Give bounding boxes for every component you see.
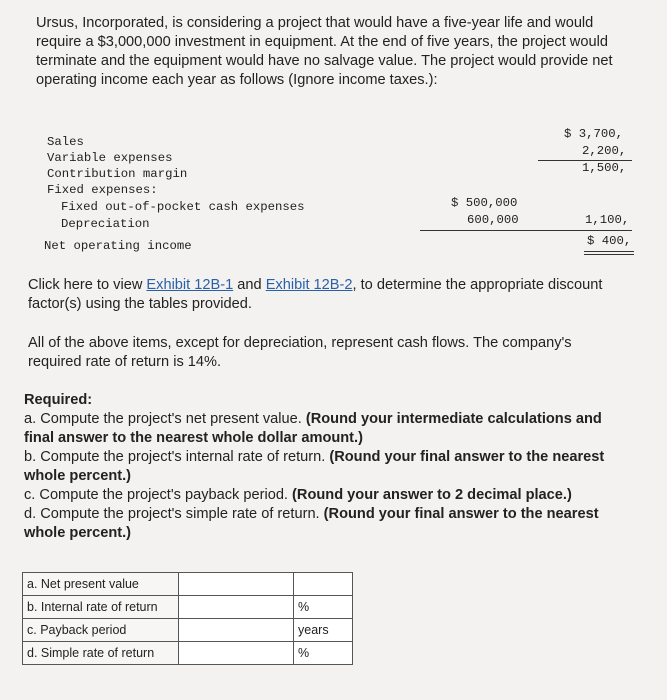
answer-row-srr [23, 642, 353, 665]
sales-value: $ 3,700, [564, 127, 624, 141]
required-section [24, 391, 634, 543]
required-heading: Required: [24, 392, 93, 408]
variable-expenses-label: Variable expenses [47, 151, 173, 165]
srr-label: d. Simple rate of return [23, 642, 179, 665]
fixed-rule [420, 230, 632, 231]
srr-input[interactable] [183, 642, 289, 664]
npv-input[interactable] [183, 573, 289, 595]
problem-intro: Ursus, Incorporated, is considering a project that would have a five-year life and would require a $3,000,000 investment in equipment. At the end of five years, the project would terminate and the equipment would have no salvage value. The project would provide net operating income each year as follows (Ignore income taxes.): [36, 15, 613, 88]
oop-expenses-value: $ 500,000 [451, 196, 518, 210]
cashflow-note: All of the above items, except for depreciation, represent cash flows. The company's required rate of return is 14%. [28, 335, 572, 370]
exhibit-suffix: , to determine the appropriate discount factor(s) using the tables provided. [28, 277, 603, 312]
srr-unit: % [294, 642, 353, 665]
npv-label: a. Net present value [23, 573, 179, 596]
answer-row-irr [23, 596, 353, 619]
irr-unit: % [294, 596, 353, 619]
net-income-label: Net operating income [44, 239, 192, 253]
payback-unit: years [294, 619, 353, 642]
depreciation-label: Depreciation [61, 217, 150, 231]
contribution-margin-value: 1,500, [582, 161, 627, 175]
depreciation-value: 600,000 [467, 213, 519, 227]
sales-label: Sales [47, 135, 84, 149]
exhibit-and: and [233, 277, 266, 293]
net-double-rule-2 [584, 254, 634, 255]
payback-input-cell [179, 619, 294, 642]
variable-expenses-value: 2,200, [582, 144, 627, 158]
npv-input-cell [179, 573, 294, 596]
npv-unit [294, 573, 353, 596]
net-double-rule-1 [584, 251, 634, 252]
irr-label: b. Internal rate of return [23, 596, 179, 619]
answer-table [22, 572, 353, 665]
srr-input-cell [179, 642, 294, 665]
irr-input[interactable] [183, 596, 289, 618]
required-a: a. Compute the project's net present value. (Round your intermediate calculations and final answer to the nearest whole dollar amount.) [24, 411, 602, 446]
answer-row-payback [23, 619, 353, 642]
fixed-expenses-header: Fixed expenses: [47, 183, 158, 197]
payback-input[interactable] [183, 619, 289, 641]
contribution-margin-label: Contribution margin [47, 167, 188, 181]
required-b: b. Compute the project's internal rate of return. (Round your final answer to the nearest whole percent.) [24, 449, 605, 484]
answer-row-npv [23, 573, 353, 596]
exhibit-12b-2-link[interactable]: Exhibit 12B-2 [265, 277, 353, 293]
required-d: d. Compute the project's simple rate of return. (Round your final answer to the nearest whole percent.) [24, 506, 599, 541]
net-income-value: $ 400, [587, 234, 632, 248]
required-c: c. Compute the project's payback period. (Round your answer to 2 decimal place.) [24, 487, 572, 503]
exhibit-instructions [28, 276, 628, 314]
irr-input-cell [179, 596, 294, 619]
total-fixed-value: 1,100, [585, 213, 630, 227]
exhibit-12b-1-link[interactable]: Exhibit 12B-1 [146, 277, 234, 293]
oop-expenses-label: Fixed out-of-pocket cash expenses [61, 200, 305, 214]
exhibit-prefix: Click here to view [28, 277, 147, 293]
payback-label: c. Payback period [23, 619, 179, 642]
